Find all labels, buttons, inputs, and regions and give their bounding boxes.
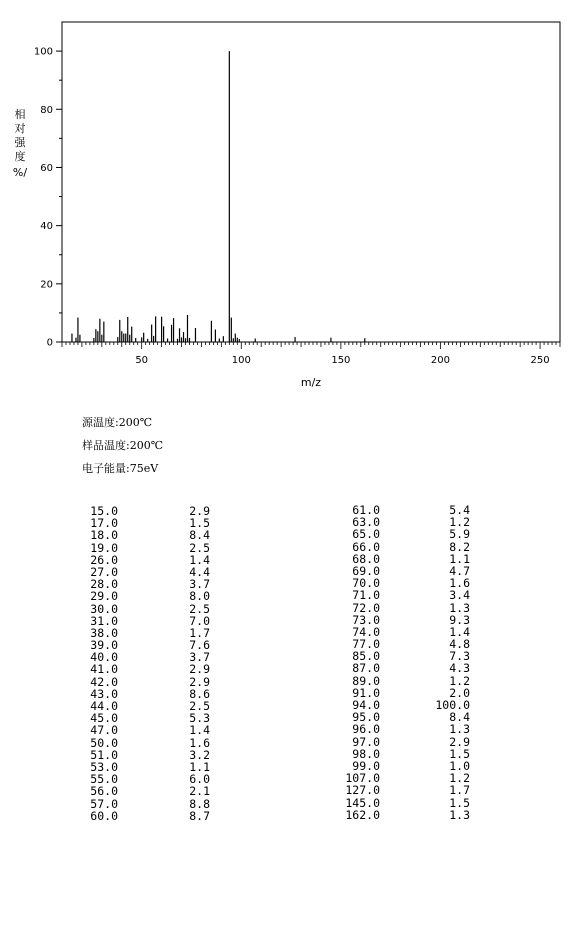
electron-energy: 电子能量:75eV xyxy=(82,462,159,475)
peak-relative-intensity: 1.2 xyxy=(449,673,470,688)
peak-relative-intensity: 4.4 xyxy=(189,564,210,579)
peak-mz: 18.0 xyxy=(90,528,118,543)
x-tick-label: 150 xyxy=(331,355,351,366)
peak-relative-intensity: 1.1 xyxy=(189,759,210,774)
peak-relative-intensity: 2.9 xyxy=(189,504,210,518)
peak-mz: 71.0 xyxy=(352,588,380,603)
peak-relative-intensity: 1.4 xyxy=(189,723,210,738)
peak-relative-intensity: 1.3 xyxy=(449,600,470,615)
peak-mz: 74.0 xyxy=(352,624,380,639)
peak-relative-intensity: 1.6 xyxy=(189,735,210,750)
peak-relative-intensity: 7.3 xyxy=(449,649,470,664)
peak-relative-intensity: 9.3 xyxy=(449,612,470,627)
peak-mz: 162.0 xyxy=(345,807,380,822)
peak-relative-intensity: 5.4 xyxy=(449,503,470,517)
peak-mz: 63.0 xyxy=(352,515,380,530)
peak-mz: 96.0 xyxy=(352,722,380,737)
y-tick-label: 0 xyxy=(46,337,53,349)
peak-relative-intensity: 1.5 xyxy=(449,746,470,761)
peak-mz: 27.0 xyxy=(90,564,118,579)
peak-mz: 28.0 xyxy=(90,577,118,592)
plot-frame xyxy=(62,22,560,342)
peak-mz: 41.0 xyxy=(90,662,118,677)
y-axis-title-char: 相 xyxy=(14,108,26,121)
peak-mz: 45.0 xyxy=(90,711,118,726)
peak-relative-intensity: 4.3 xyxy=(449,661,470,676)
peak-relative-intensity: 1.3 xyxy=(449,807,470,822)
peak-mz: 97.0 xyxy=(352,734,380,749)
peak-relative-intensity: 2.5 xyxy=(189,601,210,616)
peak-relative-intensity: 2.9 xyxy=(449,734,470,749)
peak-relative-intensity: 8.6 xyxy=(189,686,210,701)
peak-relative-intensity: 1.5 xyxy=(189,516,210,531)
peak-mz: 42.0 xyxy=(90,674,118,689)
peak-mz: 127.0 xyxy=(345,783,380,798)
peak-relative-intensity: 1.1 xyxy=(449,551,470,566)
peak-mz: 53.0 xyxy=(90,759,118,774)
peak-mz: 55.0 xyxy=(90,772,118,787)
peak-mz: 65.0 xyxy=(352,527,380,542)
peak-mz: 98.0 xyxy=(352,746,380,761)
peak-mz: 107.0 xyxy=(345,771,380,786)
peak-mz: 72.0 xyxy=(352,600,380,615)
peak-relative-intensity: 8.4 xyxy=(449,710,470,725)
peak-relative-intensity: 1.7 xyxy=(449,783,470,798)
peak-relative-intensity: 2.0 xyxy=(449,685,470,700)
x-tick-label: 200 xyxy=(430,355,451,366)
y-tick-label: 80 xyxy=(40,104,53,116)
peak-mz: 89.0 xyxy=(352,673,380,688)
peak-mz: 26.0 xyxy=(90,552,118,567)
peak-mz: 44.0 xyxy=(90,699,118,713)
peak-relative-intensity: 4.8 xyxy=(449,637,470,652)
peak-relative-intensity: 3.7 xyxy=(189,577,210,592)
peak-relative-intensity: 3.4 xyxy=(449,588,470,603)
peak-mz: 47.0 xyxy=(90,723,118,738)
peak-relative-intensity: 100.0 xyxy=(435,698,470,712)
peak-mz: 85.0 xyxy=(352,649,380,664)
peak-mz: 70.0 xyxy=(352,576,380,591)
peak-mz: 39.0 xyxy=(90,638,118,653)
peak-mz: 38.0 xyxy=(90,625,118,640)
peak-mz: 60.0 xyxy=(90,808,118,823)
peak-relative-intensity: 4.7 xyxy=(449,563,470,578)
peak-mz: 30.0 xyxy=(90,601,118,616)
y-axis-title-char: 度 xyxy=(14,150,26,163)
peak-mz: 31.0 xyxy=(90,613,118,628)
mass-spectrum-chart xyxy=(0,0,570,400)
peak-relative-intensity: 8.7 xyxy=(189,808,210,823)
y-tick-label: 20 xyxy=(40,279,53,291)
x-axis-title: m/z xyxy=(300,376,322,389)
source-temperature: 源温度:200℃ xyxy=(82,416,153,429)
peak-mz: 29.0 xyxy=(90,589,118,604)
peak-relative-intensity: 1.4 xyxy=(189,552,210,567)
peak-relative-intensity: 1.4 xyxy=(449,624,470,639)
peak-relative-intensity: 8.0 xyxy=(189,589,210,604)
y-tick-label: 60 xyxy=(40,162,53,174)
peak-mz: 15.0 xyxy=(90,504,118,518)
peak-relative-intensity: 1.5 xyxy=(449,795,470,810)
x-tick-label: 50 xyxy=(135,355,149,366)
peak-mz: 87.0 xyxy=(352,661,380,676)
peak-mz: 51.0 xyxy=(90,747,118,762)
peak-relative-intensity: 2.1 xyxy=(189,784,210,799)
peak-mz: 68.0 xyxy=(352,551,380,566)
peak-relative-intensity: 1.7 xyxy=(189,625,210,640)
peak-mz: 40.0 xyxy=(90,650,118,665)
peak-relative-intensity: 3.2 xyxy=(189,747,210,762)
peak-mz: 19.0 xyxy=(90,540,118,555)
peak-relative-intensity: 1.3 xyxy=(449,722,470,737)
peak-relative-intensity: 1.0 xyxy=(449,758,470,773)
peak-mz: 94.0 xyxy=(352,698,380,712)
peak-mz: 145.0 xyxy=(345,795,380,810)
peak-relative-intensity: 1.2 xyxy=(449,771,470,786)
y-tick-label: 100 xyxy=(33,46,53,58)
peak-relative-intensity: 5.3 xyxy=(189,711,210,726)
peak-relative-intensity: 3.7 xyxy=(189,650,210,665)
peak-relative-intensity: 7.6 xyxy=(189,638,210,653)
peak-mz: 73.0 xyxy=(352,612,380,627)
sample-temperature: 样品温度:200℃ xyxy=(82,439,164,452)
peak-mz: 61.0 xyxy=(352,503,380,517)
peak-relative-intensity: 8.8 xyxy=(189,796,210,811)
x-tick-label: 250 xyxy=(530,355,550,366)
peak-mz: 57.0 xyxy=(90,796,118,811)
peak-relative-intensity: 2.5 xyxy=(189,540,210,555)
peak-mz: 95.0 xyxy=(352,710,380,725)
peak-mz: 66.0 xyxy=(352,539,380,554)
peak-relative-intensity: 6.0 xyxy=(189,772,210,787)
y-tick-label: 40 xyxy=(40,221,53,233)
peak-relative-intensity: 2.9 xyxy=(189,674,210,689)
x-axis xyxy=(62,342,560,366)
peak-relative-intensity: 7.0 xyxy=(189,613,210,628)
spectrum-peaks xyxy=(72,51,365,342)
peak-mz: 91.0 xyxy=(352,685,380,700)
peak-relative-intensity: 2.5 xyxy=(189,699,210,713)
peak-mz: 99.0 xyxy=(352,758,380,773)
peak-relative-intensity: 5.9 xyxy=(449,527,470,542)
y-axis xyxy=(34,47,62,349)
peak-mz: 77.0 xyxy=(352,637,380,652)
peak-mz: 17.0 xyxy=(90,516,118,531)
y-axis-title-unit: %/ xyxy=(12,166,28,179)
peak-mz: 43.0 xyxy=(90,686,118,701)
y-axis-title xyxy=(13,107,27,179)
y-axis-title-char: 强 xyxy=(14,136,26,149)
peak-mz: 69.0 xyxy=(352,563,380,578)
x-tick-label: 100 xyxy=(231,355,251,366)
peak-relative-intensity: 1.2 xyxy=(449,515,470,530)
acquisition-conditions xyxy=(82,415,163,484)
peak-relative-intensity: 1.6 xyxy=(449,576,470,591)
y-axis-title-char: 对 xyxy=(14,122,26,135)
peak-mz: 56.0 xyxy=(90,784,118,799)
peak-relative-intensity: 8.2 xyxy=(449,539,470,554)
peak-relative-intensity: 8.4 xyxy=(189,528,210,543)
peak-mz: 50.0 xyxy=(90,735,118,750)
peak-relative-intensity: 2.9 xyxy=(189,662,210,677)
